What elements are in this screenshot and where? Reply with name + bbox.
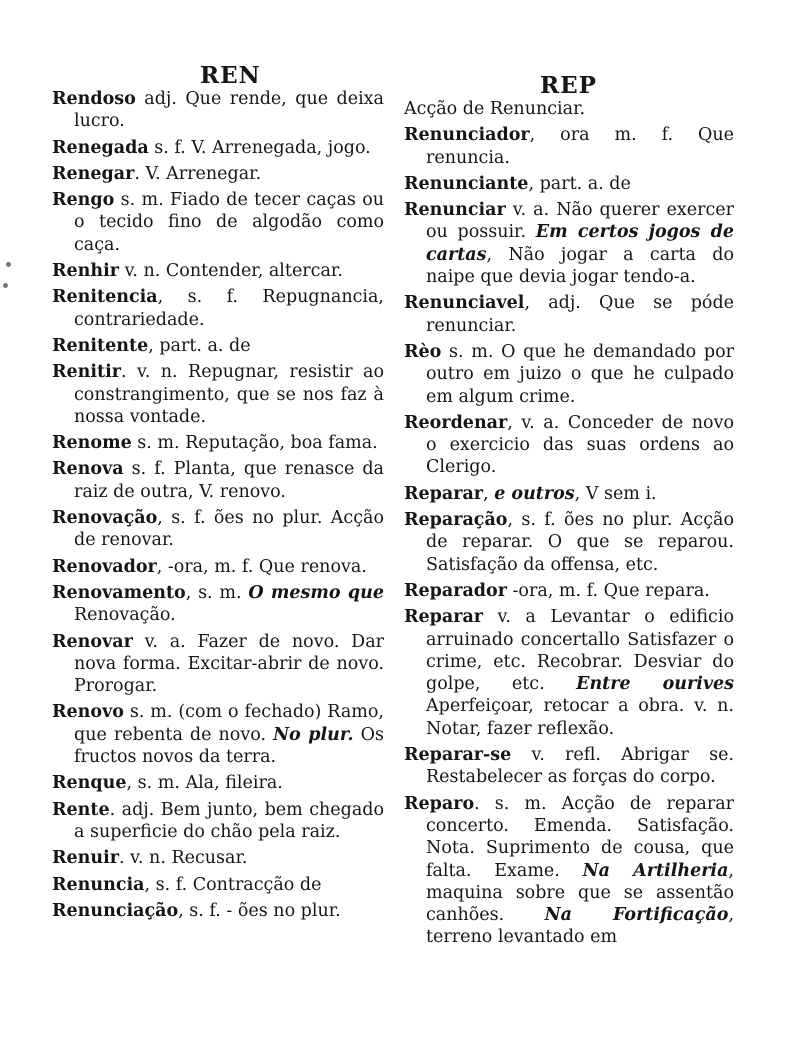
headword: Renovação: [52, 508, 158, 529]
entry-definition: , s. f. ões no plur. Acção de reparar. O que se reparou. Satisfação da offensa, etc.: [426, 510, 734, 575]
headword: Renome: [52, 433, 132, 454]
dictionary-entry: [404, 580, 734, 602]
entry-definition: . v. n. Repugnar, resistir ao constrangimento, que se nos faz à nossa vontade.: [74, 362, 384, 427]
headword: Reparar: [404, 483, 484, 504]
dictionary-entry: [52, 458, 384, 503]
dictionary-entry: [404, 412, 734, 479]
dictionary-entry: [404, 509, 734, 576]
entry-definition: , s. m.: [185, 582, 249, 603]
entry-definition: adj. Que rende, que deixa lucro.: [74, 89, 384, 132]
entry-definition: , -ora, m. f. Que renova.: [156, 556, 367, 577]
entry-emphasis: Na Fortificação: [544, 905, 729, 926]
entry-emphasis: No plur.: [273, 724, 354, 745]
dictionary-entry: [52, 874, 384, 896]
entry-definition: v. a. Não querer exercer ou possuir.: [426, 200, 734, 243]
dictionary-entry: [404, 199, 734, 288]
dictionary-entry: [52, 286, 384, 331]
entry-definition: , s. f. Contracção de: [144, 874, 322, 895]
headword: Renitencia: [52, 287, 158, 308]
paper-speck: [6, 262, 11, 267]
dictionary-entry: [52, 432, 384, 454]
entry-definition: ,: [483, 483, 495, 504]
dictionary-entry: [52, 556, 384, 578]
headword: Renunciar: [404, 200, 506, 221]
dictionary-entry: [52, 163, 384, 185]
dictionary-entry: [52, 631, 384, 698]
headword: Renunciador: [404, 125, 530, 146]
dictionary-entry: [52, 772, 384, 794]
headword: Renovamento: [52, 582, 186, 603]
headword: Renunciavel: [404, 293, 525, 314]
headword: Renuncia: [52, 874, 145, 895]
entry-definition: , v. a. Conceder de novo o exercicio das suas ordens ao Clerigo.: [426, 412, 734, 478]
dictionary-entry: [52, 701, 384, 768]
dictionary-entry: [52, 189, 384, 256]
entry-definition: s. m. O que he demandado por outro em juizo o que he culpado em algum crime.: [426, 341, 734, 407]
dictionary-entry: [404, 124, 734, 169]
headword: Renunciante: [404, 173, 529, 194]
headword: Rengo: [52, 190, 115, 211]
entry-emphasis: Entre ourives: [576, 674, 735, 695]
entry-definition: . s. m. Acção de reparar concerto. Emenda. Satisfação. Nota. Suprimento de cousa, que falta. Exame.: [426, 793, 734, 881]
dictionary-entry: [52, 260, 384, 282]
dictionary-entry: [404, 98, 734, 120]
dictionary-entry: [52, 582, 384, 627]
headword: Reparo: [404, 793, 475, 814]
headword: Renhir: [52, 261, 119, 282]
dictionary-entry: [52, 361, 384, 428]
entry-definition: , s. f. ões no plur. Acção de renovar.: [74, 508, 384, 551]
entry-definition: . V. Arrenegar.: [134, 163, 262, 184]
headword: Renegar: [52, 163, 135, 184]
headword: Renovo: [52, 702, 124, 723]
entry-definition: s. m. Reputação, boa fama.: [131, 433, 378, 454]
dictionary-entry: [52, 137, 384, 159]
headword: Renitir: [52, 362, 122, 383]
entry-definition: , part. a. de: [528, 173, 631, 194]
entry-definition: v. a. Fazer de novo. Dar nova forma. Excitar-abrir de novo. Prorogar.: [74, 631, 384, 697]
entry-definition: , Não jogar a carta do naipe que devia jogar tendo-a.: [426, 244, 734, 288]
dictionary-entry: [52, 847, 384, 869]
entry-definition: v. a Levantar o edificio arruinado concertallo Satisfazer o crime, etc. Recobrar. Desviar do golpe, etc.: [426, 607, 734, 695]
entry-emphasis: O mesmo que: [248, 582, 385, 603]
entry-definition: Renovação.: [74, 605, 176, 626]
headword: Renovador: [52, 556, 157, 577]
entry-definition: s. m. (com o fechado) Ramo, que rebenta de novo.: [74, 702, 384, 745]
entry-definition: -ora, m. f. Que repara.: [506, 580, 710, 601]
headword: Rendoso: [52, 89, 136, 109]
entry-emphasis: Em certos jogos de cartas: [426, 222, 734, 265]
headword: Reparador: [404, 580, 507, 601]
right-column: [404, 98, 734, 953]
headword: Reordenar: [404, 412, 508, 433]
entry-definition: , adj. Que se póde renunciar.: [426, 293, 734, 336]
running-header-left: REN: [200, 62, 261, 89]
dictionary-entry: [52, 799, 384, 844]
dictionary-entry: [52, 900, 384, 922]
paper-speck: [3, 283, 8, 288]
entry-definition: , s. f. Repugnancia, contrariedade.: [74, 287, 384, 330]
entry-definition: , ora m. f. Que renuncia.: [426, 125, 734, 168]
entry-definition: , maquina sobre que se assentão canhões.: [426, 860, 734, 926]
entry-definition: Aperfeiçoar, retocar a obra. v. n. Notar, fazer reflexão.: [426, 696, 734, 739]
headword: Renque: [52, 773, 127, 794]
entry-emphasis: e outros: [494, 483, 575, 504]
headword: Renuir: [52, 848, 119, 869]
entry-definition: , V sem i.: [574, 483, 657, 504]
dictionary-entry: [404, 606, 734, 740]
headword: Rèo: [404, 341, 442, 362]
headword: Renunciação: [52, 900, 179, 921]
entry-definition: , s. f. - ões no plur.: [178, 900, 341, 921]
headword: Rente: [52, 799, 110, 820]
dictionary-entry: [404, 341, 734, 408]
dictionary-entry: [52, 335, 384, 357]
entry-definition: . adj. Bem junto, bem chegado a superficie do chão pela raiz.: [74, 799, 384, 842]
entry-definition: s. f. V. Arrenegada, jogo.: [148, 137, 371, 158]
entry-definition: s. m. Fiado de tecer caças ou o tecido fino de algodão como caça.: [74, 190, 384, 255]
dictionary-entry: [404, 173, 734, 195]
entry-definition: v. n. Contender, altercar.: [119, 261, 343, 282]
dictionary-entry: [52, 88, 384, 133]
headword: Reparar: [404, 607, 484, 628]
running-header-right: REP: [540, 72, 597, 99]
headword: Reparar-se: [404, 745, 512, 766]
left-column: [52, 88, 384, 926]
headword: Reparação: [404, 510, 508, 531]
headword: Renegada: [52, 137, 149, 158]
entry-definition: . v. n. Recusar.: [119, 848, 248, 869]
headword: Renova: [52, 459, 124, 480]
entry-definition: , s. m. Ala, fileira.: [126, 773, 283, 794]
entry-definition: Os fructos novos da terra.: [74, 724, 384, 768]
headword: Renovar: [52, 631, 133, 652]
dictionary-entry: [52, 507, 384, 552]
entry-definition: , terreno levantado em: [426, 905, 735, 948]
entry-emphasis: Na Artilheria: [582, 860, 729, 881]
entry-definition: v. refl. Abrigar se. Restabelecer as forças do corpo.: [426, 745, 734, 788]
entry-definition: Acção de Renunciar.: [404, 99, 586, 119]
headword: Renitente: [52, 335, 149, 356]
dictionary-entry: [404, 793, 734, 949]
dictionary-entry: [404, 483, 734, 505]
entry-definition: s. f. Planta, que renasce da raiz de outra, V. renovo.: [74, 459, 384, 502]
entry-definition: , part. a. de: [148, 335, 251, 356]
dictionary-entry: [404, 292, 734, 337]
dictionary-entry: [404, 744, 734, 789]
